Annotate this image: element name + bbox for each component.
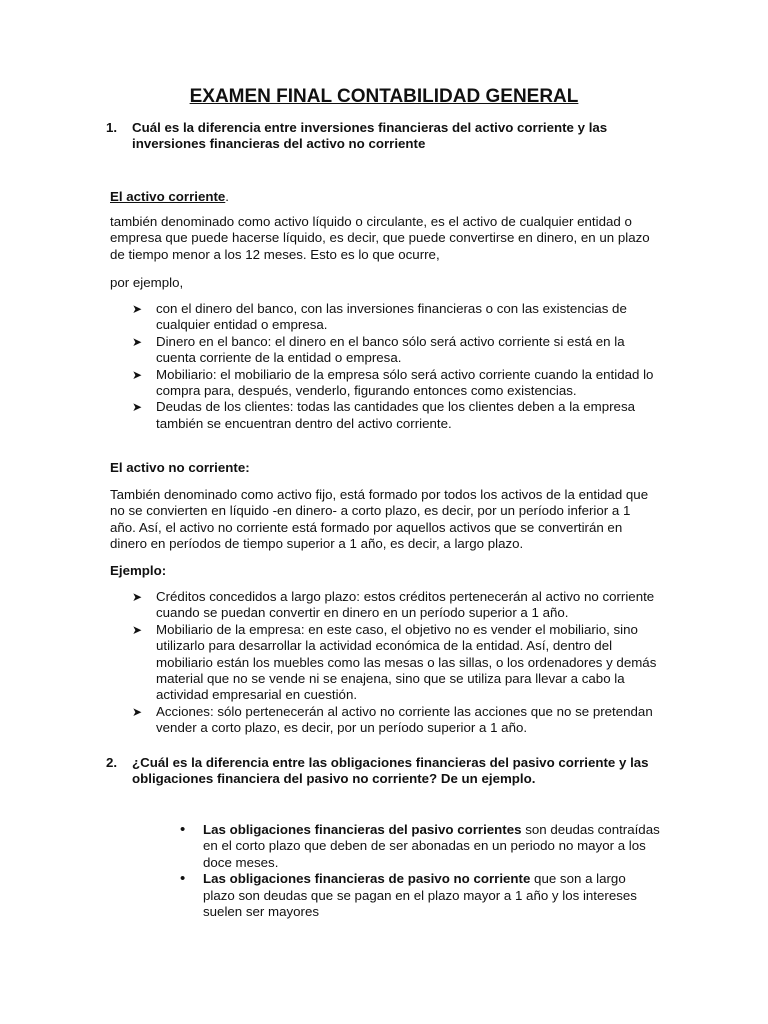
list-item-text: que son a largo plazo son deudas que se pagan en el plazo mayor a 1 año y los intereses suelen ser mayores <box>203 871 637 920</box>
list-item-text: son deudas contraídas en el corto plazo que deben de ser abonadas en un periodo no mayor a los doce meses. <box>203 822 660 870</box>
document-title: EXAMEN FINAL CONTABILIDAD GENERAL <box>189 86 579 107</box>
question-number: 1. <box>106 120 118 135</box>
section-heading-activo-corriente <box>110 189 229 205</box>
list-item-bold-text: Las obligaciones financieras de pasivo no corriente <box>203 871 531 887</box>
question-text: Cuál es la diferencia entre inversiones financieras del activo corriente y las inversiones financieras del activo no corriente <box>132 120 608 152</box>
list-item-text: Créditos concedidos a largo plazo: estos créditos pertenecerán al activo no corriente cuando se puedan convertir en dinero en un período superior a 1 año. <box>156 589 655 621</box>
list-item-bold-text: Las obligaciones financieras del pasivo corrientes <box>203 822 522 837</box>
list-item-text: con el dinero del banco, con las inversiones financieras o con las existencias de cualquier entidad o empresa. <box>156 301 627 333</box>
arrowhead-bullet-icon: ➤ <box>132 367 143 382</box>
list-item <box>180 871 660 920</box>
list-item-text: Mobiliario: el mobiliario de la empresa sólo será activo corriente cuando la entidad lo compra para, después, venderlo, figurando entonces como existencias. <box>156 366 654 399</box>
list-item-text: Mobiliario de la empresa: en este caso, el objetivo no es vender el mobiliario, sino utilizarlo para desarrollar la actividad económica de la entidad. Así, dentro del mobiliario están los muebles como las mesas o las sillas, o los ordenadores y demás material que no se vende ni se enajena, sino que se utiliza para llevar a cabo la actividad empresarial en cuestión. <box>156 621 657 703</box>
list-item-text: Acciones: sólo pertenecerán al activo no corriente las acciones que no se pretendan vender a corto plazo, es decir, por un período superior a 1 año. <box>156 703 653 736</box>
round-bullet-icon: • <box>180 870 186 888</box>
list-activo-corriente <box>132 301 660 432</box>
section-heading-activo-no-corriente: El activo no corriente: <box>110 460 250 475</box>
paragraph-activo-no-corriente: También denominado como activo fijo, está formado por todos los activos de la entidad que no se convierten en líquido -en dinero- a corto plazo, es decir, por un período inferior a 1 año. Así, el activo no corriente está formado por aquellos activos que se convertirán en dinero en períodos de tiempo superior a 1 año, es decir, a largo plazo. <box>110 487 649 552</box>
heading-text: El activo corriente <box>110 189 226 204</box>
list-item <box>132 589 660 622</box>
list-item <box>132 704 660 737</box>
arrowhead-bullet-icon: ➤ <box>132 590 143 604</box>
list-item-text: Deudas de los clientes: todas las cantidades que los clientes deben a la empresa también se encuentran dentro del activo corriente. <box>156 399 635 431</box>
arrowhead-bullet-icon: ➤ <box>132 622 143 637</box>
question-text: ¿Cuál es la diferencia entre las obligaciones financieras del pasivo corriente y las obligaciones financiera del pasivo no corriente? De un ejemplo. <box>132 755 649 787</box>
arrowhead-bullet-icon: ➤ <box>132 400 143 415</box>
list-item <box>132 622 660 704</box>
list-item <box>132 367 660 400</box>
arrowhead-bullet-icon: ➤ <box>132 302 143 316</box>
question-1 <box>106 120 652 153</box>
question-2 <box>106 755 652 788</box>
list-obligaciones <box>180 822 660 920</box>
heading-period: . <box>225 189 229 204</box>
list-item <box>132 399 660 432</box>
question-number: 2. <box>106 755 118 770</box>
arrowhead-bullet-icon: ➤ <box>132 704 143 719</box>
list-item <box>180 822 660 871</box>
paragraph-example-lead: por ejemplo, <box>110 275 184 290</box>
list-item <box>132 301 660 334</box>
list-item-text: Dinero en el banco: el dinero en el banco sólo será activo corriente si está en la cuenta corriente de la entidad o empresa. <box>156 333 625 366</box>
arrowhead-bullet-icon: ➤ <box>132 334 143 349</box>
list-item <box>132 334 660 367</box>
round-bullet-icon: • <box>180 821 186 838</box>
paragraph-activo-corriente: también denominado como activo líquido o circulante, es el activo de cualquier entidad o empresa que puede hacerse líquido, es decir, que puede convertirse en dinero, en un plazo de tiempo menor a los 12 meses. Esto es lo que ocurre, <box>110 214 650 262</box>
list-activo-no-corriente <box>132 589 660 737</box>
example-heading: Ejemplo: <box>110 563 167 578</box>
